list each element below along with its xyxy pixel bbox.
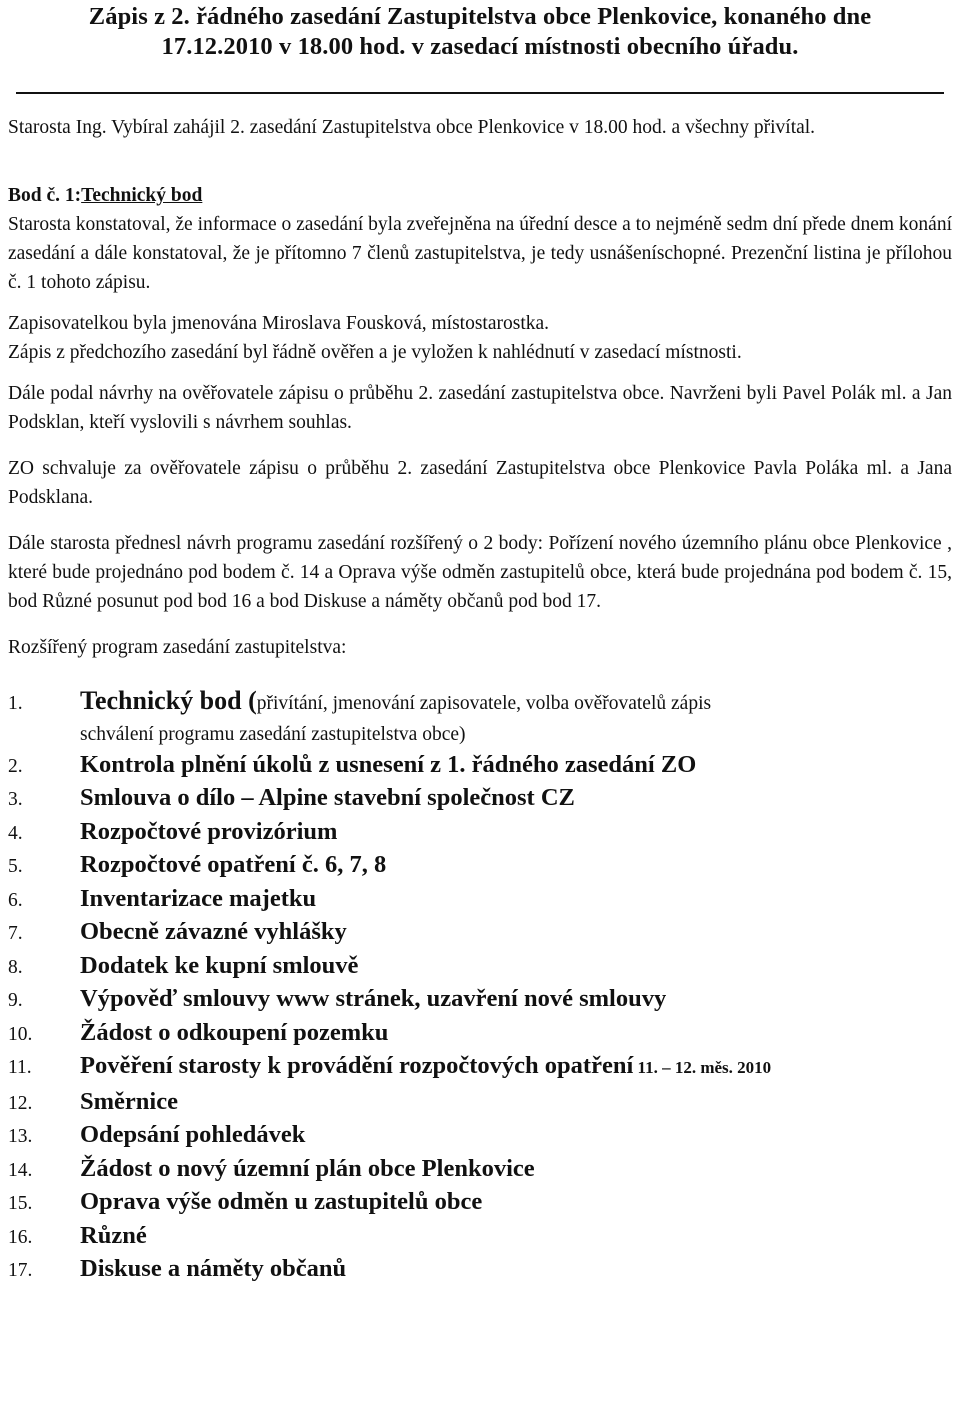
agenda-item [8,1118,952,1152]
agenda-item-title: Rozpočtové opatření č. 6, 7, 8 [80,851,387,878]
agenda-item [8,815,952,849]
agenda-item-title: Inventarizace majetku [80,884,317,912]
agenda-item [8,1085,952,1119]
agenda-item [8,781,952,815]
agenda-item [8,1152,952,1186]
agenda-item [8,1252,952,1286]
agenda-item-number: 1. [8,693,23,714]
title-divider [16,92,944,94]
agenda-item-number: 13. [8,1126,33,1147]
bod1-heading [8,181,952,210]
agenda-item [8,882,952,916]
agenda-item-title: Dodatek ke kupní smlouvě [80,951,359,979]
bod1-num: 1: [60,185,82,206]
agenda-item-number: 5. [8,856,23,877]
agenda-item-number: 3. [8,789,23,810]
agenda-item [8,1049,952,1085]
schvaluje-paragraph: ZO schvaluje za ověřovatele zápisu o průběhu 2. zasedání Zastupitelstva obce Plenkovice Pavla Poláka ml. a Jana Podsklana. [8,458,952,508]
agenda-item-11-title: Pověření starosty k provádění rozpočtových opatření [80,1052,634,1079]
agenda-item-title: Žádost o odkoupení pozemku [80,1018,389,1046]
agenda-list [8,684,952,1286]
agenda-item-1-title: Technický bod ( [80,686,257,715]
agenda-item-title: Kontrola plnění úkolů z usnesení z 1. řádného zasedání ZO [80,750,697,778]
bod1-title: Technický bod [81,185,203,206]
agenda-item-1-detail: přivítání, jmenování zapisovatele, volba ověřovatelů zápis [256,693,712,714]
agenda-item-number: 4. [8,822,23,844]
agenda-item [8,982,952,1016]
program-navrh-paragraph: Dále starosta přednesl návrh programu zasedání rozšířený o 2 body: Pořízení nového územního plánu obce Plenkovice , které bude projednáno pod bodem č. 14 a Oprava výše odměn zastupitelů obce, která bude projednána pod bodem č. 15, bod Různé posunut pod bod 16 a bod Diskuse a náměty občanů pod bod 17. [8,533,952,612]
agenda-item-title [80,1049,952,1085]
predchozi-paragraph: Zápis z předchozího zasedání byl řádně ověřen a je vyložen k nahlédnutí v zasedací místnosti. [8,342,742,363]
agenda-item [8,848,952,882]
agenda-item-title: Žádost o nový územní plán obce Plenkovice [80,1154,535,1182]
agenda-item [8,684,952,748]
agenda-item-title: Různé [80,1221,147,1249]
agenda-item-title: Směrnice [80,1087,178,1115]
agenda-item-number: 8. [8,956,23,978]
bod1-prefix: Bod č. [8,185,61,206]
agenda-item-1-continuation: schválení programu zasedání zastupitelstva obce) [80,723,466,745]
agenda-item-title: Smlouva o dílo – Alpine stavební společnost CZ [80,784,575,811]
agenda-item-number: 14. [8,1159,33,1181]
agenda-item-number: 11. [8,1057,32,1078]
zapisovatel-paragraph: Zapisovatelkou byla jmenována Miroslava Fousková, místostarostka. [8,313,550,334]
opening-paragraph: Starosta Ing. Vybíral zahájil 2. zasedání Zastupitelstva obce Plenkovice v 18.00 hod. a všechny přivítal. [8,117,816,138]
agenda-item [8,949,952,983]
agenda-item-title: Oprava výše odměn u zastupitelů obce [80,1188,483,1215]
agenda-item-number: 7. [8,923,23,944]
agenda-item [8,748,952,782]
title-line-1: Zápis z 2. řádného zasedání Zastupitelstva obce Plenkovice, konaného dne [88,3,872,30]
agenda-item-title [80,684,952,748]
agenda-item-title: Odepsání pohledávek [80,1121,306,1148]
agenda-item-number: 15. [8,1193,33,1214]
agenda-item [8,915,952,949]
agenda-item-number: 9. [8,990,23,1011]
agenda-item-title: Rozpočtové provizórium [80,817,338,845]
agenda-item-11-note: 11. – 12. měs. 2010 [633,1058,772,1077]
agenda-item-title: Diskuse a náměty občanů [80,1255,347,1282]
agenda-item [8,1185,952,1219]
agenda-item-number: 6. [8,889,23,911]
agenda-item-number: 2. [8,755,23,777]
overovatele-paragraph: Dále podal návrhy na ověřovatele zápisu o průběhu 2. zasedání zastupitelstva obce. Navrženi byli Pavel Polák ml. a Jan Podsklan, kteří vyslovili s návrhem souhlas. [8,383,952,433]
agenda-item-title: Obecně závazné vyhlášky [80,918,347,945]
agenda-item-number: 10. [8,1023,33,1045]
title-line-2: 17.12.2010 v 18.00 hod. v zasedací místnosti obecního úřadu. [161,33,799,60]
agenda-item [8,1016,952,1050]
program-heading: Rozšířený program zasedání zastupitelstva: [8,637,347,658]
agenda-item-number: 16. [8,1226,33,1248]
bod1-section [8,181,952,297]
agenda-item-number: 17. [8,1260,33,1281]
agenda-item-title: Výpověď smlouvy www stránek, uzavření nové smlouvy [80,985,667,1012]
agenda-item [8,1219,952,1253]
bod1-text: Starosta konstatoval, že informace o zasedání byla zveřejněna na úřední desce a to nejméně sedm dní přede dnem konání zasedání a dále konstatoval, že je přítomno 7 členů zastupitelstva, je tedy usnášeníschopné. Prezenční listina je přílohou č. 1 tohoto zápisu. [8,214,952,293]
document-title [8,2,952,62]
document-page [0,2,960,1422]
agenda-item-number: 12. [8,1092,33,1114]
